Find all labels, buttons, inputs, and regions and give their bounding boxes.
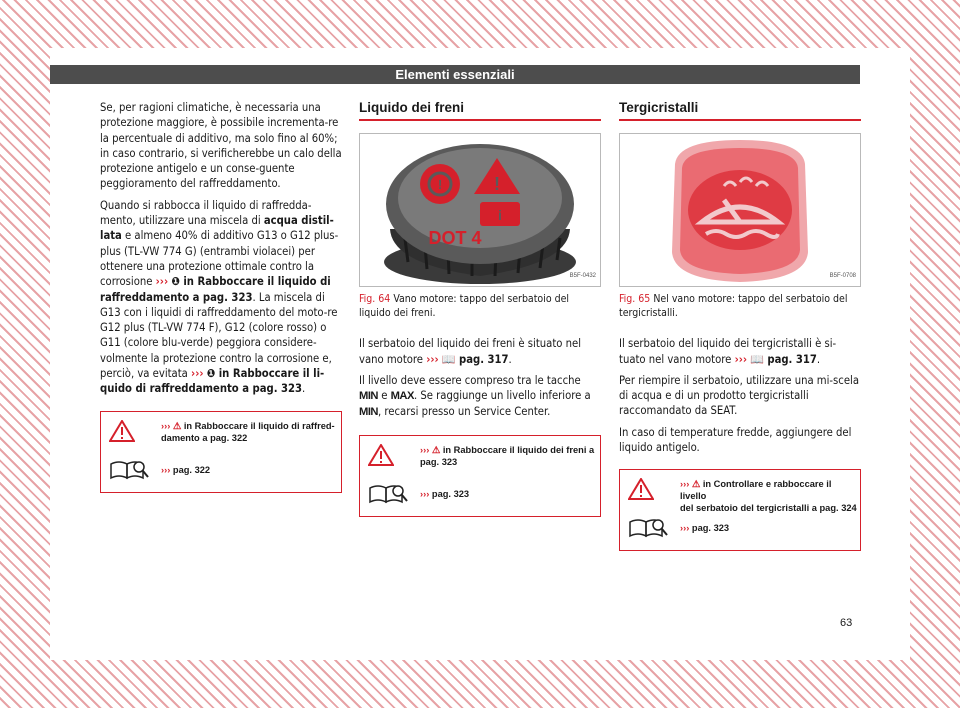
figure-code: B5F-0432 <box>569 273 596 279</box>
svg-text:!: ! <box>437 177 443 193</box>
warning-icon <box>368 444 394 466</box>
paragraph: Il livello deve essere compreso tra le tacche MIN e MAX. Se raggiunge un livello inferiore a MIN, recarsi presso un Service Center. <box>359 373 591 419</box>
figure-caption: Fig. 64 Vano motore: tappo del serbatoio del liquido dei freni. <box>359 293 570 319</box>
figure-caption: Fig. 65 Nel vano motore: tappo del serbatoio del tergicristalli. <box>619 293 848 319</box>
svg-text:!: ! <box>494 174 500 195</box>
paragraph: In caso di temperature fredde, aggiungere del liquido antigelo. <box>619 425 852 455</box>
column-wipers <box>619 100 861 551</box>
section-title: Liquido dei freni <box>359 100 601 121</box>
page-header: Elementi essenziali <box>50 65 860 84</box>
arrow-icon: ››› <box>426 352 439 366</box>
info-icon: ❶ <box>171 275 180 289</box>
link-coolant-refill[interactable]: in Rabboccare il liquido di raffreddamento a pag. 323 <box>100 275 331 304</box>
column-brake-fluid <box>359 100 601 517</box>
book-icon: 📖 <box>750 352 765 366</box>
figure-code: B5F-0708 <box>829 273 856 279</box>
link-page-317[interactable]: pag. 317 <box>767 352 817 366</box>
warning-small-icon: ⚠ <box>172 420 182 431</box>
reference-line[interactable]: ››› ⚠ in Controllare e rabboccare il livello del serbatoio del tergicristalli a pag. 324 <box>680 479 857 514</box>
reference-line[interactable]: ››› pag. 323 <box>680 523 730 534</box>
reference-box <box>100 411 342 493</box>
info-icon: ❶ <box>206 367 216 381</box>
reference-line[interactable]: ››› pag. 323 <box>420 488 470 499</box>
paragraph: Se, per ragioni climatiche, è necessaria una protezione maggiore, è possibile incrementa-re la percentuale di additivo, ma solo fino al 60%; in caso contrario, si verificherebbe un calo della protezione antigelo e un conse-guente peggioramento del raffreddamento. <box>100 101 342 191</box>
warning-icon <box>628 478 654 500</box>
washer-cap-illustration <box>620 134 860 286</box>
dot4-label: DOT 4 <box>428 228 482 249</box>
warning-icon <box>109 420 135 442</box>
svg-text:i: i <box>498 207 502 224</box>
page-number: 63 <box>840 617 853 629</box>
warning-small-icon: ⚠ <box>431 444 441 455</box>
reference-box <box>359 435 601 517</box>
section-title: Tergicristalli <box>619 100 861 121</box>
arrow-icon: ››› <box>734 352 748 366</box>
brake-fluid-cap-illustration <box>360 134 600 286</box>
warning-small-icon: ⚠ <box>691 479 701 490</box>
book-icon <box>109 458 149 480</box>
book-icon: 📖 <box>441 352 456 366</box>
reference-line[interactable]: ››› pag. 322 <box>161 464 211 475</box>
figure-washer-cap <box>619 133 861 287</box>
reference-line[interactable]: ››› ⚠ in Rabboccare il liquido dei freni a pag. 323 <box>420 444 595 467</box>
arrow-icon: ››› <box>191 367 204 381</box>
book-icon <box>368 482 408 504</box>
reference-line[interactable]: ››› ⚠ in Rabboccare il liquido di raffred- damento a pag. 322 <box>161 420 335 443</box>
link-page-317[interactable]: pag. 317 <box>459 352 509 366</box>
column-coolant <box>100 100 342 493</box>
reference-box <box>619 469 861 551</box>
paragraph: Per riempire il serbatoio, utilizzare una mi-scela di acqua e di un prodotto tergicristalli raccomandato da SEAT. <box>619 373 859 418</box>
arrow-icon: ››› <box>155 275 169 289</box>
paragraph: Quando si rabbocca il liquido di raffredda-mento, utilizzare una miscela di acqua distil-lata e almeno 40% di additivo G13 o G12 plus-plus (TL-VW 774 G) (entrambi violacei) per ottenere una protezione ottimale contro la corrosione ››› ❶ in Rabboccare il liquido di raffreddamento a pag. 323. La miscela di G13 con i liquidi di raffreddamento del moto-re G12 plus (TL-VW 774 F), G12 (colore rosso) o G11 (colore blu-verde) peggiora considere-volmente la protezione contro la corrosione e, perciò, va evitata ››› ❶ in Rabboccare il li-quido di raffreddamento a pag. 323. <box>100 198 339 396</box>
paragraph: Il serbatoio del liquido dei freni è situato nel vano motore ››› 📖 pag. 317. <box>359 337 581 366</box>
book-icon <box>628 516 668 538</box>
figure-brake-cap <box>359 133 601 287</box>
link-coolant-refill-2[interactable]: in Rabboccare il li-quido di raffreddamento a pag. 323 <box>100 367 325 396</box>
paragraph: Il serbatoio del liquido dei tergicristalli è si-tuato nel vano motore ››› 📖 pag. 317. <box>619 337 837 366</box>
